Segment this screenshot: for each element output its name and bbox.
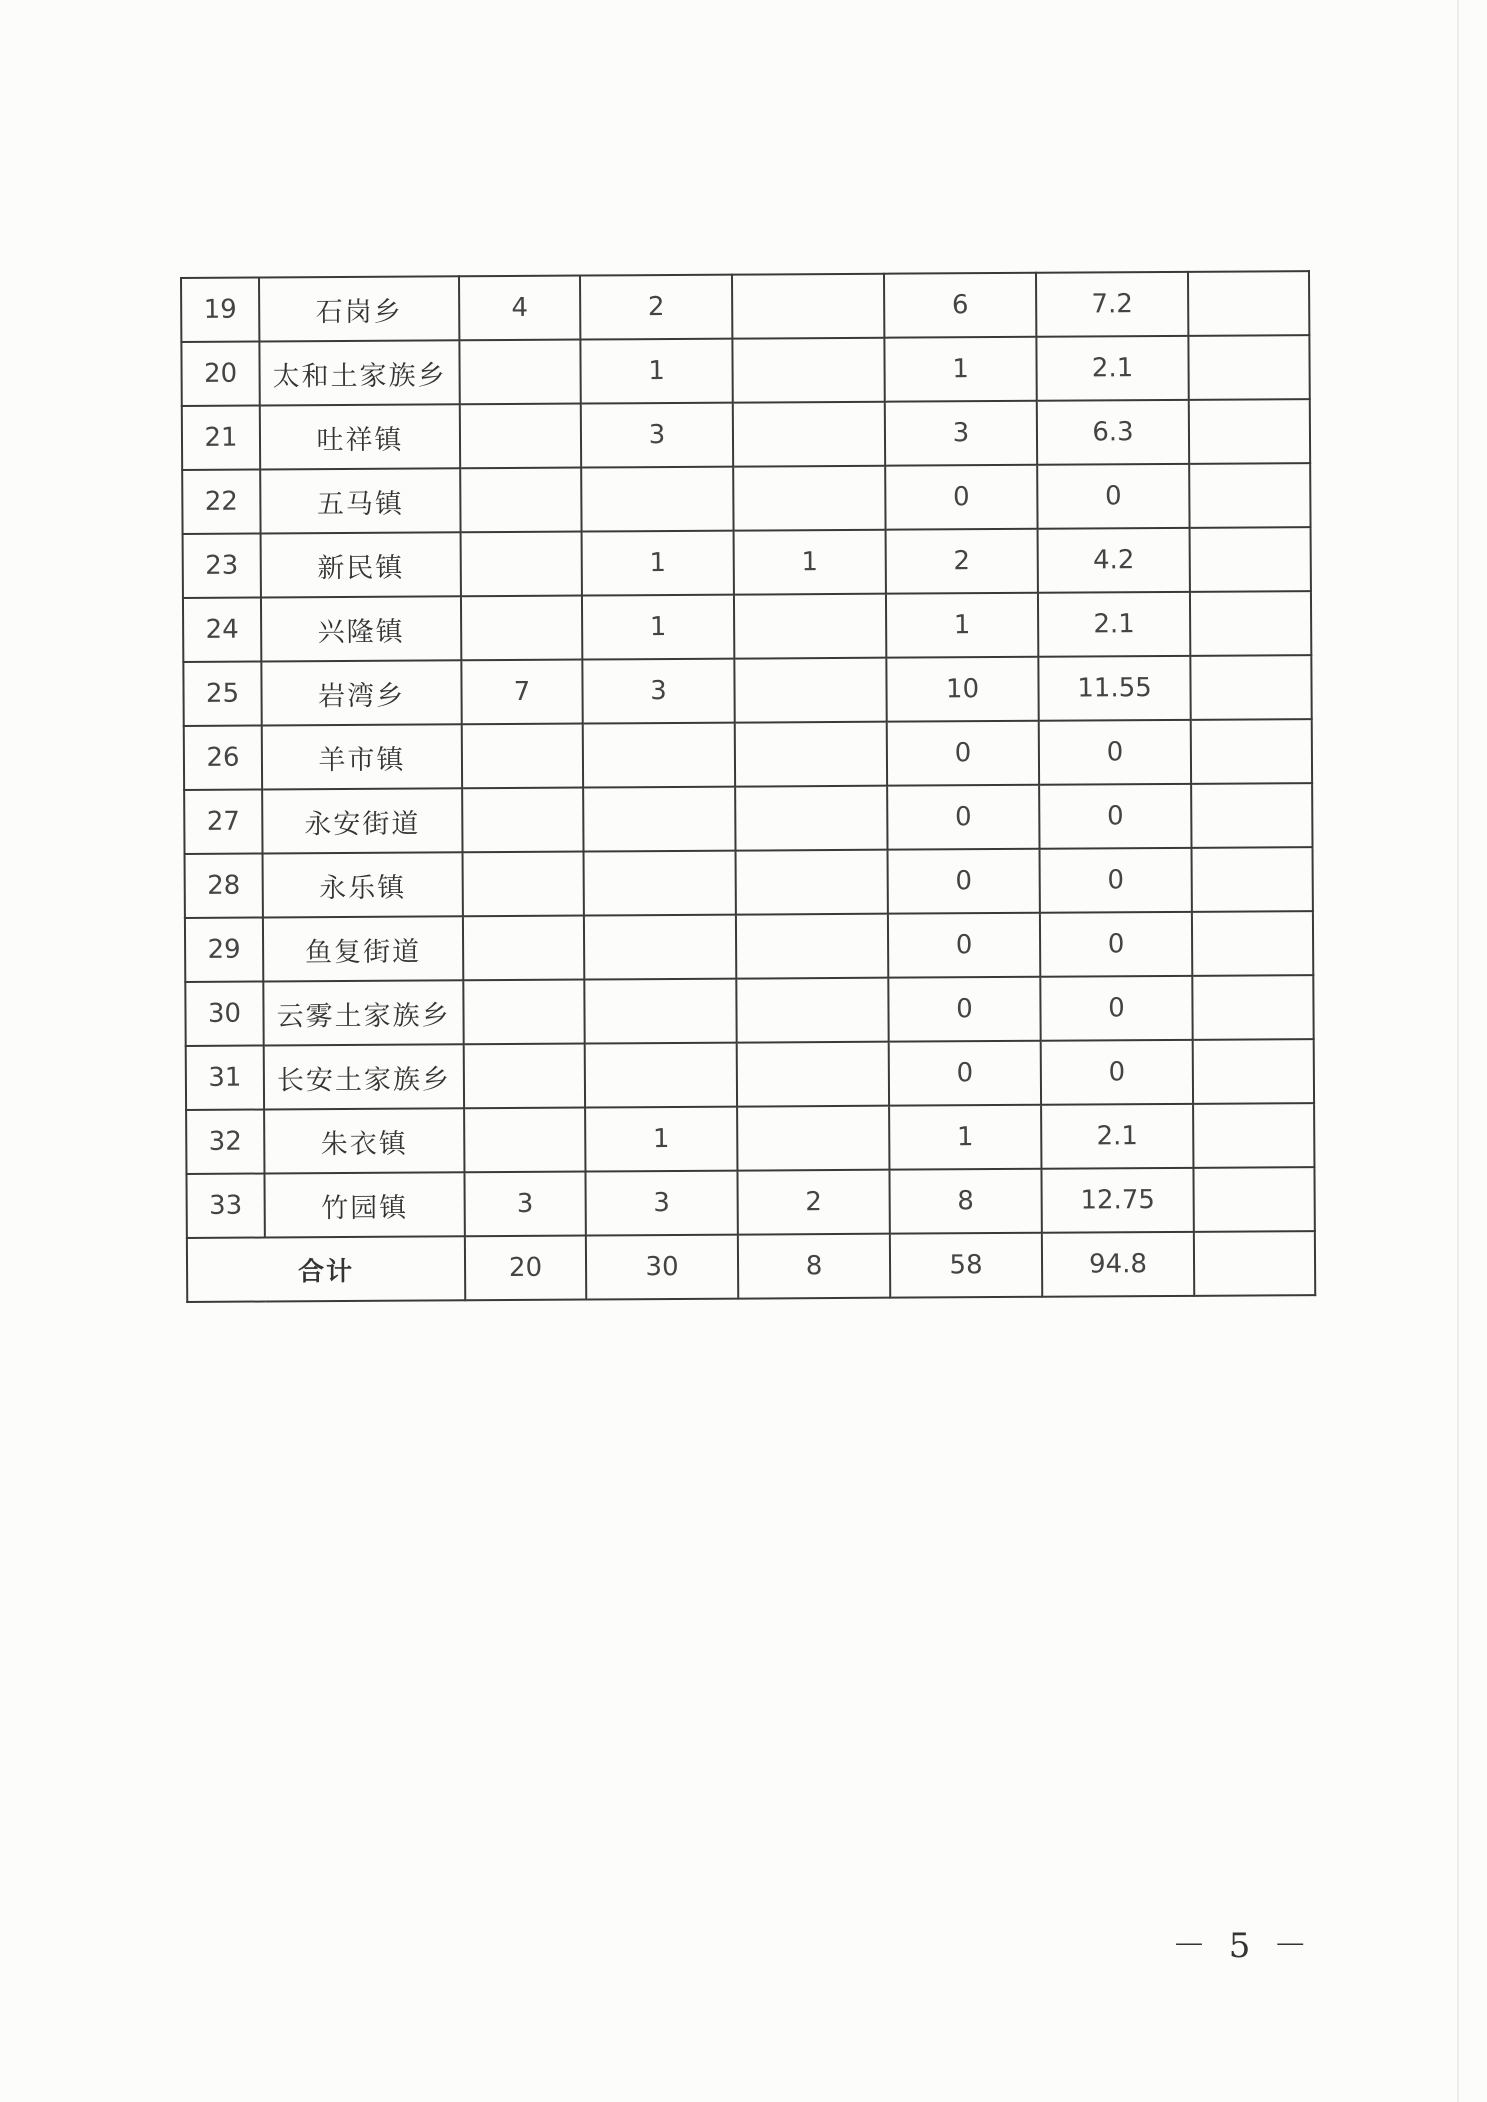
col3-cell xyxy=(734,594,886,659)
table-row xyxy=(184,719,1312,790)
township-name-cell: 岩湾乡 xyxy=(261,660,461,725)
township-name-cell: 长安土家族乡 xyxy=(264,1044,464,1109)
col1-cell: 7 xyxy=(461,660,582,725)
col1-cell xyxy=(462,788,583,853)
township-name-cell: 太和土家族乡 xyxy=(259,340,459,405)
township-name-cell: 鱼复街道 xyxy=(263,916,463,981)
col5-cell: 12.75 xyxy=(1041,1168,1193,1233)
col4-cell: 3 xyxy=(885,401,1037,466)
col5-cell: 6.3 xyxy=(1037,400,1189,465)
col6-cell xyxy=(1192,975,1313,1040)
township-name-cell: 永乐镇 xyxy=(263,852,463,917)
township-name-cell: 竹园镇 xyxy=(264,1172,464,1237)
data-table xyxy=(180,270,1316,1303)
col4-cell: 6 xyxy=(884,273,1036,338)
township-name-cell: 云雾土家族乡 xyxy=(263,980,463,1045)
total-col6-cell xyxy=(1194,1231,1315,1296)
table-row xyxy=(183,591,1311,662)
col5-cell: 2.1 xyxy=(1036,336,1188,401)
col1-cell: 3 xyxy=(464,1172,585,1237)
col6-cell xyxy=(1193,1039,1314,1104)
col2-cell: 1 xyxy=(582,595,734,660)
row-number-cell: 23 xyxy=(183,534,261,598)
col3-cell xyxy=(732,274,884,339)
col6-cell xyxy=(1188,271,1309,336)
col4-cell: 0 xyxy=(888,849,1040,914)
col1-cell xyxy=(463,852,584,917)
col3-cell xyxy=(737,1106,889,1171)
col1-cell: 4 xyxy=(459,276,580,341)
col5-cell: 7.2 xyxy=(1036,272,1188,337)
col2-cell: 1 xyxy=(585,1107,737,1172)
col1-cell xyxy=(463,980,584,1045)
col6-cell xyxy=(1192,847,1313,912)
col5-cell: 0 xyxy=(1041,1040,1193,1105)
col5-cell: 0 xyxy=(1039,720,1191,785)
table-body xyxy=(181,271,1315,1302)
col5-cell: 0 xyxy=(1040,912,1192,977)
row-number-cell: 33 xyxy=(186,1174,264,1238)
table-row xyxy=(181,335,1309,406)
col3-cell xyxy=(736,978,888,1043)
col3-cell xyxy=(737,1042,889,1107)
row-number-cell: 27 xyxy=(184,790,262,854)
col3-cell xyxy=(736,914,888,979)
col6-cell xyxy=(1190,655,1311,720)
col2-cell: 1 xyxy=(580,339,732,404)
col1-cell xyxy=(461,596,582,661)
col3-cell xyxy=(733,402,885,467)
col2-cell xyxy=(581,467,733,532)
col2-cell xyxy=(584,915,736,980)
col2-cell xyxy=(584,979,736,1044)
col1-cell xyxy=(459,340,580,405)
row-number-cell: 22 xyxy=(182,470,260,534)
township-name-cell: 新民镇 xyxy=(261,532,461,597)
col3-cell xyxy=(734,658,886,723)
township-name-cell: 永安街道 xyxy=(262,788,462,853)
total-col5-cell: 94.8 xyxy=(1042,1232,1194,1297)
col5-cell: 0 xyxy=(1040,848,1192,913)
page-edge-shadow xyxy=(1457,0,1459,2102)
col2-cell: 2 xyxy=(580,275,732,340)
col1-cell xyxy=(462,724,583,789)
table-row xyxy=(181,271,1309,342)
col3-cell xyxy=(732,338,884,403)
col1-cell xyxy=(464,1044,585,1109)
col5-cell: 0 xyxy=(1040,976,1192,1041)
table-row xyxy=(185,847,1313,918)
col4-cell: 0 xyxy=(887,721,1039,786)
table-row xyxy=(183,655,1311,726)
table-row xyxy=(182,463,1310,534)
table-row xyxy=(185,975,1313,1046)
col4-cell: 8 xyxy=(889,1169,1041,1234)
township-name-cell: 兴隆镇 xyxy=(261,596,461,661)
row-number-cell: 29 xyxy=(185,918,263,982)
col6-cell xyxy=(1189,463,1310,528)
total-col3-cell: 8 xyxy=(738,1234,890,1299)
table-row xyxy=(186,1039,1314,1110)
col3-cell xyxy=(733,466,885,531)
total-col4-cell: 58 xyxy=(890,1233,1042,1298)
col4-cell: 0 xyxy=(889,1041,1041,1106)
col6-cell xyxy=(1188,335,1309,400)
col1-cell xyxy=(464,1108,585,1173)
township-name-cell: 五马镇 xyxy=(260,468,460,533)
col4-cell: 1 xyxy=(884,337,1036,402)
table-row xyxy=(184,783,1312,854)
col4-cell: 0 xyxy=(887,785,1039,850)
col2-cell: 3 xyxy=(582,659,734,724)
township-name-cell: 吐祥镇 xyxy=(260,404,460,469)
township-name-cell: 石岗乡 xyxy=(259,276,459,341)
col2-cell xyxy=(583,787,735,852)
row-number-cell: 20 xyxy=(181,342,259,406)
col2-cell xyxy=(585,1043,737,1108)
col5-cell: 0 xyxy=(1039,784,1191,849)
col1-cell xyxy=(460,404,581,469)
table-row xyxy=(182,399,1310,470)
col6-cell xyxy=(1191,783,1312,848)
township-name-cell: 朱衣镇 xyxy=(264,1108,464,1173)
col1-cell xyxy=(461,532,582,597)
col6-cell xyxy=(1189,399,1310,464)
total-label-cell: 合计 xyxy=(187,1236,465,1302)
row-number-cell: 19 xyxy=(181,278,259,342)
col6-cell xyxy=(1191,719,1312,784)
col3-cell xyxy=(735,786,887,851)
col6-cell xyxy=(1192,911,1313,976)
col6-cell xyxy=(1190,591,1311,656)
col2-cell: 1 xyxy=(582,531,734,596)
col2-cell: 3 xyxy=(585,1171,737,1236)
row-number-cell: 26 xyxy=(184,726,262,790)
page-number: － 5 － xyxy=(1172,1926,1314,1966)
township-name-cell: 羊市镇 xyxy=(262,724,462,789)
col2-cell xyxy=(583,723,735,788)
table-container xyxy=(180,270,1314,1303)
col1-cell xyxy=(460,468,581,533)
col6-cell xyxy=(1190,527,1311,592)
col5-cell: 2.1 xyxy=(1041,1104,1193,1169)
col3-cell xyxy=(736,850,888,915)
col6-cell xyxy=(1193,1167,1314,1232)
col4-cell: 2 xyxy=(886,529,1038,594)
total-row xyxy=(187,1231,1315,1302)
table-row xyxy=(183,527,1311,598)
table-row xyxy=(186,1103,1314,1174)
col3-cell: 1 xyxy=(734,530,886,595)
row-number-cell: 31 xyxy=(186,1046,264,1110)
row-number-cell: 28 xyxy=(185,854,263,918)
col2-cell: 3 xyxy=(581,403,733,468)
col4-cell: 0 xyxy=(888,913,1040,978)
col1-cell xyxy=(463,916,584,981)
col3-cell: 2 xyxy=(737,1170,889,1235)
col5-cell: 4.2 xyxy=(1038,528,1190,593)
col4-cell: 1 xyxy=(886,593,1038,658)
row-number-cell: 21 xyxy=(182,406,260,470)
table-row xyxy=(186,1167,1314,1238)
col4-cell: 10 xyxy=(886,657,1038,722)
row-number-cell: 30 xyxy=(185,982,263,1046)
col4-cell: 1 xyxy=(889,1105,1041,1170)
table-row xyxy=(185,911,1313,982)
col5-cell: 11.55 xyxy=(1038,656,1190,721)
col4-cell: 0 xyxy=(885,465,1037,530)
row-number-cell: 24 xyxy=(183,598,261,662)
col4-cell: 0 xyxy=(888,977,1040,1042)
col2-cell xyxy=(584,851,736,916)
row-number-cell: 25 xyxy=(183,662,261,726)
col5-cell: 0 xyxy=(1037,464,1189,529)
col6-cell xyxy=(1193,1103,1314,1168)
total-col2-cell: 30 xyxy=(586,1235,738,1300)
total-col1-cell: 20 xyxy=(465,1236,586,1301)
col3-cell xyxy=(735,722,887,787)
col5-cell: 2.1 xyxy=(1038,592,1190,657)
row-number-cell: 32 xyxy=(186,1110,264,1174)
